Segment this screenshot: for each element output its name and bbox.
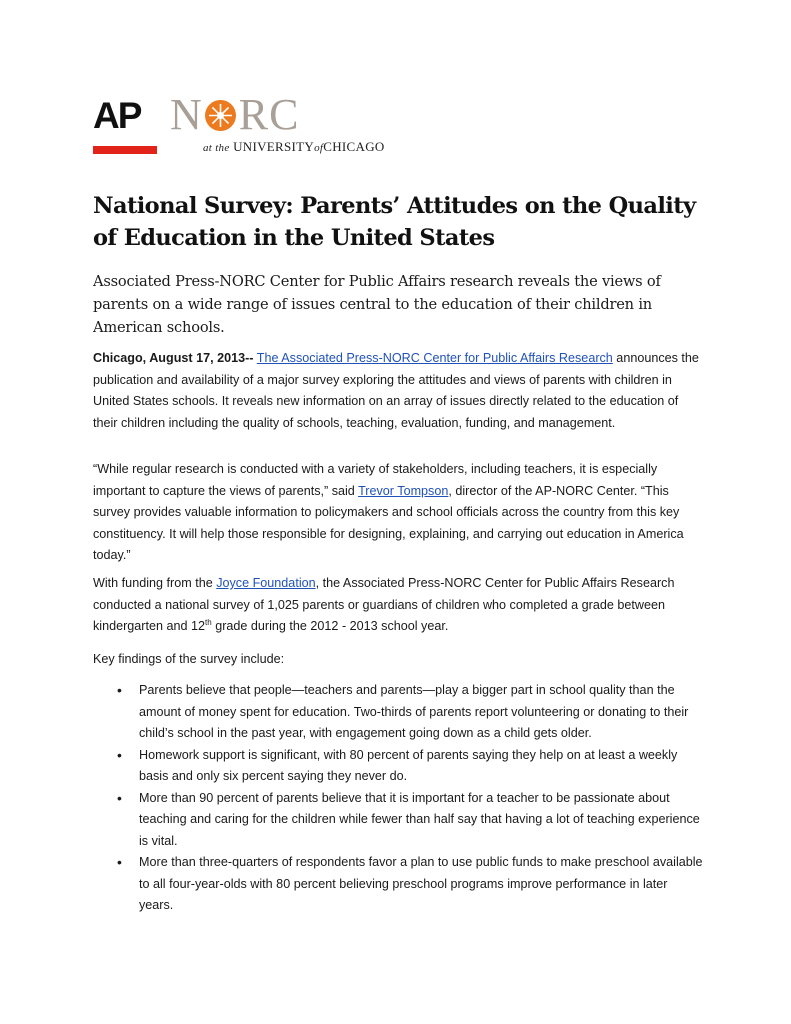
ap-red-bar bbox=[93, 146, 157, 154]
funding-text-end: grade during the 2012 - 2013 school year. bbox=[211, 619, 449, 633]
paragraph-quote bbox=[93, 459, 703, 567]
key-findings-heading: Key findings of the survey include: bbox=[93, 652, 285, 666]
key-findings-list bbox=[93, 680, 703, 917]
funding-text-start: With funding from the bbox=[93, 576, 217, 590]
norc-wordmark bbox=[170, 90, 300, 139]
list-item: • Homework support is significant, with 80 percent of parents saying they help on at least a weekly basis and only six percent saying they never do. bbox=[93, 745, 703, 788]
intro-text: announces the publication and availability of a major survey exploring the attitudes and views of parents with children in United States schools. It reveals new information on an array of issues directly related to the education of their children including the quality of schools, teaching, evaluation, funding, and management. bbox=[93, 351, 699, 430]
list-item: • More than 90 percent of parents believe that it is important for a teacher to be passionate about teaching and caring for the children while fewer than half say that having a lot of teaching experience is vital. bbox=[93, 788, 703, 853]
quote-text-end: , director of the AP-NORC Center. “This survey provides valuable information to policymakers and school officials across the country from this key constituency. It will help those responsible for designing, explaining, and carrying out education in America today.” bbox=[93, 483, 684, 562]
ap-norc-logo bbox=[93, 90, 393, 163]
university-text: UNIVERSITY bbox=[233, 139, 315, 154]
norc-letters-rc: RC bbox=[238, 90, 300, 139]
university-of-chicago-line bbox=[203, 139, 385, 155]
superscript-th: th bbox=[205, 618, 212, 627]
of-text: of bbox=[314, 142, 324, 154]
at-the-text: at the bbox=[203, 142, 230, 154]
quote-text-start: “While regular research is conducted with a variety of stakeholders, including teachers, it is especially important to capture the views of parents,” said bbox=[93, 462, 658, 498]
ap-wordmark: AP bbox=[93, 95, 141, 136]
subtitle: Associated Press-NORC Center for Public Affairs research reveals the views of parents on a wide range of issues central to the education of their children in American schools. bbox=[93, 273, 661, 336]
paragraph-funding bbox=[93, 573, 703, 638]
ap-norc-center-link[interactable]: The Associated Press-NORC Center for Public Affairs Research bbox=[256, 351, 613, 365]
list-item: • Parents believe that people—teachers and parents—play a bigger part in school quality than the amount of money spent for education. Two-thirds of parents report volunteering or donating to their child’s school in the past year, with engagement going down as a child gets older. bbox=[93, 680, 703, 745]
chicago-text: CHICAGO bbox=[323, 139, 385, 154]
norc-sunburst-icon bbox=[205, 100, 236, 131]
funding-text-middle: , the Associated Press-NORC Center for Public Affairs Research conducted a national survey of 1,025 parents or guardians of children who completed a grade between kindergarten and 12 bbox=[93, 576, 675, 633]
trevor-tompson-link[interactable]: Trevor Tompson bbox=[358, 483, 449, 498]
list-item: • More than three-quarters of respondents favor a plan to use public funds to make preschool available to all four-year-olds with 80 percent believing preschool programs improve performance in later years. bbox=[93, 852, 703, 917]
norc-letter-n: N bbox=[170, 90, 203, 139]
dateline: Chicago, August 17, 2013-- bbox=[93, 351, 254, 365]
page-title: National Survey: Parents’ Attitudes on the Quality of Education in the United States bbox=[93, 193, 696, 251]
paragraph-intro bbox=[93, 348, 703, 434]
joyce-foundation-link[interactable]: Joyce Foundation bbox=[216, 576, 316, 590]
